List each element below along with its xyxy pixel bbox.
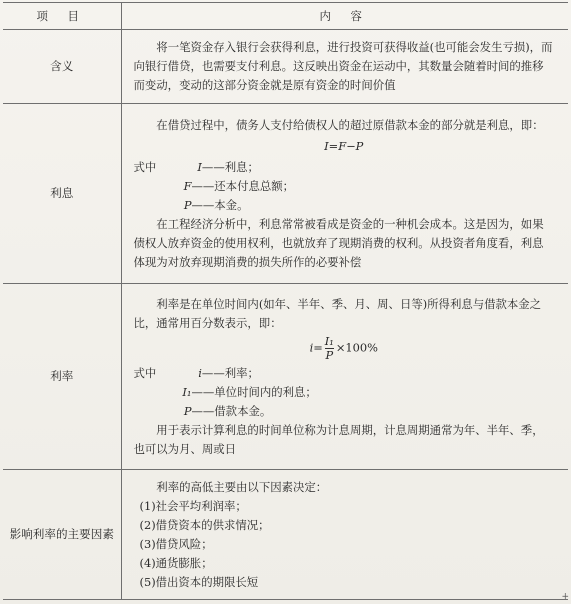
list-item: (2)借贷资本的供求情况； bbox=[139, 517, 270, 532]
where-label: 式中 bbox=[133, 365, 157, 380]
interest-note: 在工程经济分析中，利息常常被看成是资金的一种机会成本。这是因为，如果债权人放弃资金的使用权利，也就放弃了现期消费的权利。从投资者角度看，利息体现为对放弃现期消费的损失所作的必要补偿 bbox=[133, 216, 544, 269]
interest-defs bbox=[134, 158, 555, 177]
row-interest bbox=[3, 104, 568, 284]
def-line: i——利率； bbox=[198, 365, 259, 380]
def-line: P——本金。 bbox=[183, 197, 249, 212]
where-label: 式中 bbox=[133, 159, 157, 174]
interest-intro: 在借贷过程中，债务人支付给债权人的超过原借款本金的部分就是利息，即： bbox=[156, 117, 544, 132]
row-content-factors bbox=[121, 470, 568, 600]
row-meaning bbox=[3, 30, 568, 104]
list-item: (4)通货膨胀； bbox=[139, 555, 213, 570]
def-line: I——利息； bbox=[197, 159, 259, 174]
row-factors bbox=[3, 470, 568, 600]
meaning-text: 将一笔资金存入银行会获得利息，进行投资可获得收益(也可能会发生亏损)，而向银行借贷，也需要支付利息。这反映出资金在运动中，其数量会随着时间的推移而变动，变动的这部分资金就是原有资金的时间价值 bbox=[133, 40, 553, 92]
row-content-interest bbox=[121, 104, 568, 284]
row-content-rate bbox=[121, 284, 568, 470]
fraction: $\frac{\text{I₁}}{P}$ bbox=[324, 333, 334, 362]
rate-note: 用于表示计算利息的时间单位称为计息周期，计息周期通常为年、半年、季，也可以为月、周或日 bbox=[133, 422, 544, 456]
row-label-factors: 影响利率的主要因素 bbox=[3, 470, 121, 600]
corner-mark: + bbox=[561, 592, 569, 602]
row-label-interest: 利息 bbox=[3, 104, 121, 284]
table-header-row bbox=[3, 3, 568, 30]
row-label-rate: 利率 bbox=[3, 284, 121, 470]
rate-defs bbox=[134, 364, 555, 383]
def-line: P——借款本金。 bbox=[183, 403, 272, 418]
concept-table bbox=[3, 2, 568, 600]
row-rate bbox=[3, 284, 568, 470]
def-line: F——还本付息总额； bbox=[183, 178, 295, 193]
row-content-meaning bbox=[121, 30, 568, 104]
rate-formula: i= $\frac{\text{I₁}}{P}$ ×100% bbox=[309, 333, 378, 362]
factors-intro: 利率的高低主要由以下因素决定： bbox=[156, 479, 328, 494]
list-item: (5)借出资本的期限长短 bbox=[139, 574, 259, 589]
list-item: (3)借贷风险； bbox=[139, 536, 213, 551]
list-item: (1)社会平均利润率； bbox=[139, 498, 247, 513]
row-label-meaning: 含义 bbox=[3, 30, 121, 104]
def-line: I₁——单位时间内的利息； bbox=[182, 384, 317, 399]
rate-intro: 利率是在单位时间内(如年、半年、季、月、周、日等)所得利息与借款本金之比，通常用百分数表示，即： bbox=[133, 296, 542, 330]
header-item: 项 目 bbox=[3, 3, 121, 30]
header-content: 内 容 bbox=[121, 3, 568, 30]
interest-formula: I=F−P bbox=[324, 138, 364, 153]
